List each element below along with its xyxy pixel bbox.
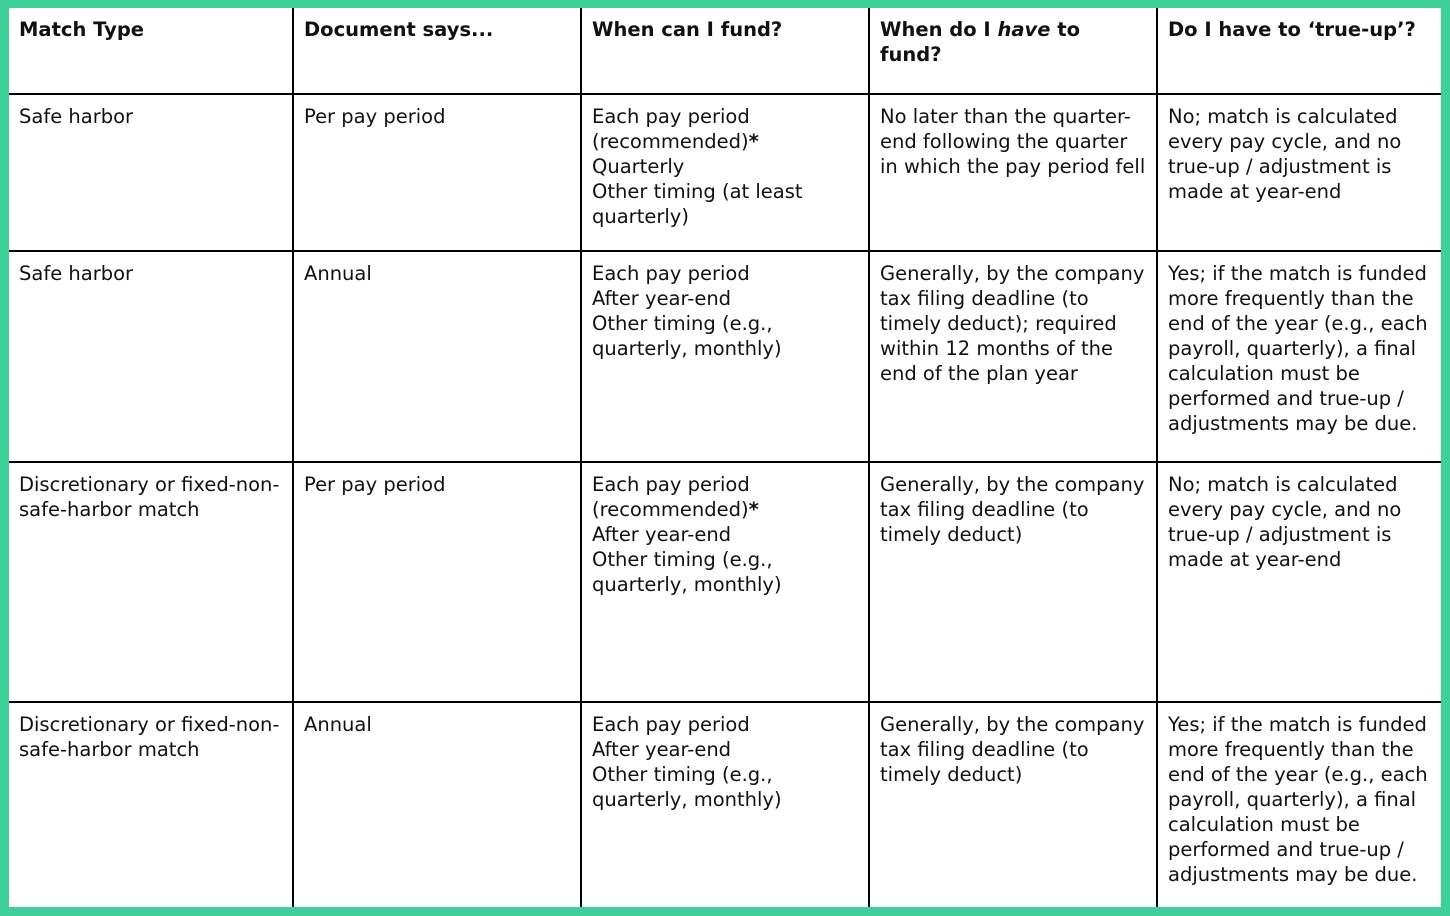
fund-option: Other timing (e.g., quarterly, monthly) xyxy=(592,548,782,596)
fund-option xyxy=(592,497,859,522)
match-funding-table xyxy=(9,8,1441,907)
table-row xyxy=(9,462,1441,702)
cell-document-says: Annual xyxy=(293,251,581,462)
header-when-have-fund xyxy=(869,8,1157,94)
cell-match-type: Safe harbor xyxy=(9,251,293,462)
fund-option: After year-end xyxy=(592,523,732,546)
fund-option: Other timing (at least quarterly) xyxy=(592,180,803,228)
fund-option-text: (recommended) xyxy=(592,498,749,521)
cell-match-type: Discretionary or fixed-non-safe-harbor match xyxy=(9,462,293,702)
cell-when-can-fund xyxy=(581,251,869,462)
table-row xyxy=(9,702,1441,907)
fund-option: Other timing (e.g., quarterly, monthly) xyxy=(592,763,782,811)
cell-when-have-fund: Generally, by the company tax filing deadline (to timely deduct) xyxy=(869,462,1157,702)
cell-document-says: Annual xyxy=(293,702,581,907)
cell-when-can-fund xyxy=(581,702,869,907)
footnote-marker: * xyxy=(748,498,759,521)
cell-when-have-fund: No later than the quarter-end following the quarter in which the pay period fell xyxy=(869,94,1157,251)
header-row xyxy=(9,8,1441,94)
header-when-have-fund-post: to fund? xyxy=(880,18,1080,66)
cell-match-type: Safe harbor xyxy=(9,94,293,251)
cell-when-have-fund: Generally, by the company tax filing deadline (to timely deduct); required within 12 months of the end of the plan year xyxy=(869,251,1157,462)
footnote-marker: * xyxy=(748,130,759,153)
header-when-have-fund-emphasis: have xyxy=(997,18,1051,41)
header-document-says: Document says... xyxy=(293,8,581,94)
fund-option: Other timing (e.g., quarterly, monthly) xyxy=(592,312,782,360)
cell-true-up: No; match is calculated every pay cycle, and no true-up / adjustment is made at year-end xyxy=(1157,462,1441,702)
fund-option: Each pay period xyxy=(592,713,750,736)
fund-option: After year-end xyxy=(592,287,732,310)
header-when-can-fund: When can I fund? xyxy=(581,8,869,94)
cell-document-says: Per pay period xyxy=(293,462,581,702)
cell-match-type: Discretionary or fixed-non-safe-harbor match xyxy=(9,702,293,907)
table-row xyxy=(9,251,1441,462)
cell-when-can-fund xyxy=(581,462,869,702)
fund-option: After year-end xyxy=(592,738,732,761)
cell-when-can-fund xyxy=(581,94,869,251)
header-match-type: Match Type xyxy=(9,8,293,94)
fund-option: Each pay period xyxy=(592,105,750,128)
cell-true-up: Yes; if the match is funded more frequently than the end of the year (e.g., each payroll, quarterly), a final calculation must be performed and true-up / adjustments may be due. xyxy=(1157,702,1441,907)
fund-option-text: (recommended) xyxy=(592,130,749,153)
fund-option xyxy=(592,129,859,154)
fund-option: Quarterly xyxy=(592,155,685,178)
cell-true-up: No; match is calculated every pay cycle, and no true-up / adjustment is made at year-end xyxy=(1157,94,1441,251)
fund-option: Each pay period xyxy=(592,473,750,496)
header-true-up: Do I have to ‘true-up’? xyxy=(1157,8,1441,94)
header-when-have-fund-pre: When do I xyxy=(880,18,998,41)
cell-true-up: Yes; if the match is funded more frequently than the end of the year (e.g., each payroll, quarterly), a final calculation must be performed and true-up / adjustments may be due. xyxy=(1157,251,1441,462)
table-row xyxy=(9,94,1441,251)
fund-option: Each pay period xyxy=(592,262,750,285)
cell-document-says: Per pay period xyxy=(293,94,581,251)
cell-when-have-fund: Generally, by the company tax filing deadline (to timely deduct) xyxy=(869,702,1157,907)
